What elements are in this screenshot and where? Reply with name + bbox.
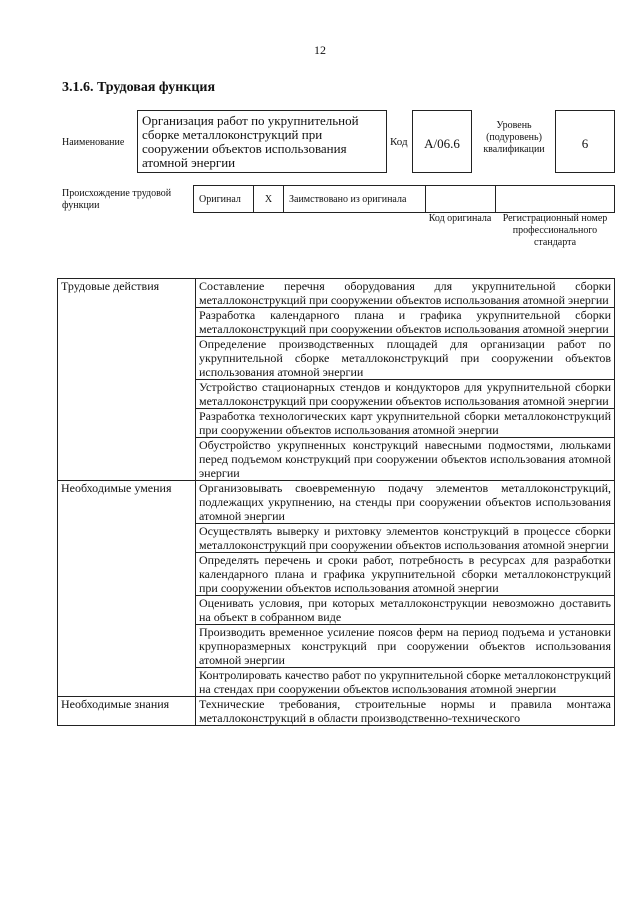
function-name-box: Организация работ по укрупнительной сборке металлоконструкций при сооружении объектов использования атомной энергии — [137, 110, 387, 173]
level-value-box: 6 — [555, 110, 615, 173]
code-label: Код — [390, 136, 408, 148]
table-cell: Организовывать своевременную подачу элементов металлоконструкций, подлежащих укрупнению, на стенды при сооружении объектов использования атомной энергии — [196, 481, 615, 524]
table-cell: Технические требования, строительные нормы и правила монтажа металлоконструкций в области производственно-технического — [196, 697, 615, 726]
table-cell: Устройство стационарных стендов и кондукторов для укрупнительной сборки металлоконструкций при сооружении объектов использования атомной энергии — [196, 380, 615, 409]
code-value-box: А/06.6 — [412, 110, 472, 173]
reg-number-caption: Регистрационный номер профессионального стандарта — [502, 213, 608, 248]
name-label: Наименование — [62, 137, 125, 148]
table-cell: Разработка технологических карт укрупнительной сборки металлоконструкций при сооружении объектов использования атомной энергии — [196, 409, 615, 438]
origin-borrowed-cell: Заимствовано из оригинала — [284, 186, 426, 212]
table-cell: Определять перечень и сроки работ, потребность в ресурсах для разработки календарного плана и графика укрупнительной сборки металлоконструкций при сооружении объектов использования атомной энергии — [196, 553, 615, 596]
table-row — [58, 697, 615, 726]
origin-mark-cell: X — [254, 186, 284, 212]
function-table — [57, 278, 615, 726]
category-cell: Необходимые умения — [58, 481, 196, 697]
origin-label: Происхождение трудовой функции — [62, 188, 172, 211]
table-cell: Обустройство укрупненных конструкций навесными подмостями, люльками перед подъемом конструкций при сооружении объектов использования атомной энергии — [196, 438, 615, 481]
table-cell: Оценивать условия, при которых металлоконструкции невозможно доставить на объект в собранном виде — [196, 596, 615, 625]
table-cell: Определение производственных площадей для организации работ по укрупнительной сборке металлоконструкций при сооружении объектов использования атомной энергии — [196, 337, 615, 380]
table-row — [58, 279, 615, 308]
table-row — [58, 481, 615, 524]
table-cell: Производить временное усиление поясов ферм на период подъема и установки крупноразмерных конструкций при сооружении объектов использования атомной энергии — [196, 625, 615, 668]
origin-original-cell: Оригинал — [194, 186, 254, 212]
category-cell: Необходимые знания — [58, 697, 196, 726]
table-cell: Осуществлять выверку и рихтовку элементов конструкций в процессе сборки металлоконструкций при сооружении объектов использования атомной энергии — [196, 524, 615, 553]
table-cell: Контролировать качество работ по укрупнительной сборке металлоконструкций на стендах при сооружении объектов использования атомной энергии — [196, 668, 615, 697]
table-cell: Составление перечня оборудования для укрупнительной сборки металлоконструкций при сооружении объектов использования атомной энергии — [196, 279, 615, 308]
level-label: Уровень (подуровень) квалификации — [483, 120, 545, 155]
section-title: 3.1.6. Трудовая функция — [62, 80, 216, 95]
table-cell: Разработка календарного плана и графика укрупнительной сборки металлоконструкций при сооружении объектов использования атомной энергии — [196, 308, 615, 337]
code-original-caption: Код оригинала — [428, 213, 492, 224]
category-cell: Трудовые действия — [58, 279, 196, 481]
page-number: 12 — [314, 43, 326, 57]
